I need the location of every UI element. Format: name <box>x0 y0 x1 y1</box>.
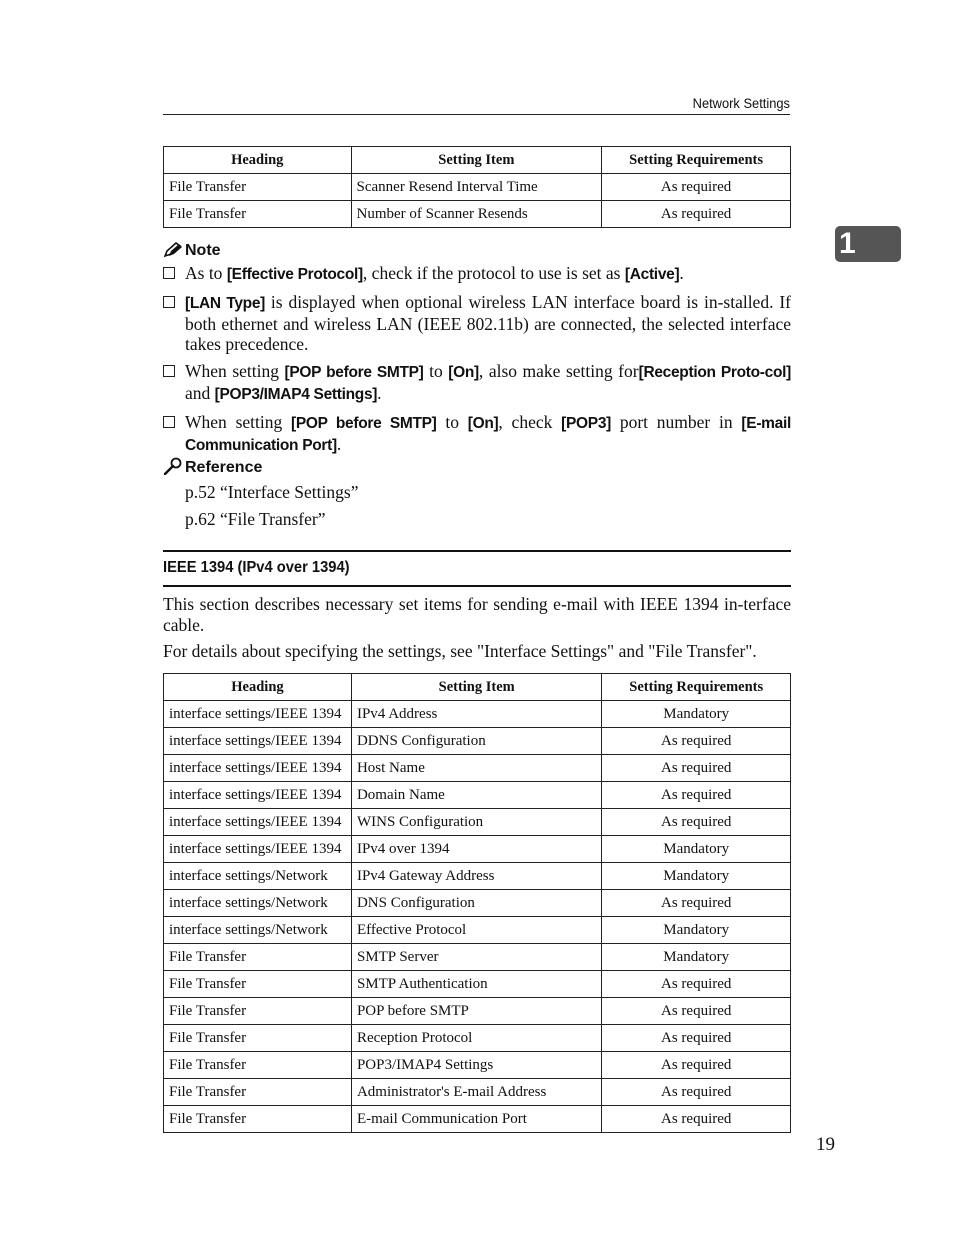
ui-key-label: [LAN Type] <box>185 295 266 312</box>
ui-key-label: [Reception Proto-col] <box>638 364 792 381</box>
cell-heading: interface settings/IEEE 1394 <box>164 728 352 755</box>
cell-requirement: As required <box>602 1052 791 1079</box>
table-row <box>164 971 791 998</box>
cell-requirement: Mandatory <box>602 944 791 971</box>
section-rule-top <box>163 550 791 552</box>
settings-table-file-transfer <box>163 146 791 228</box>
note-item <box>163 361 791 405</box>
table-row <box>164 836 791 863</box>
table-row <box>164 701 791 728</box>
cell-setting-item: Number of Scanner Resends <box>351 201 602 228</box>
column-header-setting-requirements: Setting Requirements <box>602 674 791 701</box>
ui-key-label: [POP3/IMAP4 Settings] <box>214 386 378 403</box>
cell-heading: interface settings/IEEE 1394 <box>164 782 352 809</box>
table-row <box>164 944 791 971</box>
note-text: port number in <box>611 412 742 432</box>
magnifier-icon <box>163 457 183 475</box>
ui-key-label: [POP before SMTP] <box>291 415 437 432</box>
column-header-heading: Heading <box>164 147 352 174</box>
note-text: . <box>377 383 382 403</box>
cell-heading: interface settings/IEEE 1394 <box>164 755 352 782</box>
cell-requirement: Mandatory <box>602 917 791 944</box>
note-text: , check if the protocol to use is set as <box>362 263 625 283</box>
cell-setting-item: IPv4 Gateway Address <box>351 863 601 890</box>
note-item <box>163 292 791 354</box>
cell-heading: interface settings/Network <box>164 890 352 917</box>
cell-heading: File Transfer <box>164 998 352 1025</box>
cell-heading: interface settings/IEEE 1394 <box>164 836 352 863</box>
ui-key-label: [Effective Protocol] <box>226 266 363 283</box>
cell-setting-item: DDNS Configuration <box>351 728 601 755</box>
checkbox-bullet-icon <box>163 416 175 428</box>
table-row <box>164 917 791 944</box>
table-row <box>164 890 791 917</box>
pencil-icon <box>163 242 183 258</box>
table-row <box>164 728 791 755</box>
cell-setting-item: E-mail Communication Port <box>351 1106 601 1133</box>
table-row <box>164 1052 791 1079</box>
table-row <box>164 863 791 890</box>
section-details-paragraph: For details about specifying the settings, see "Interface Settings" and "File Transfer". <box>163 641 757 661</box>
note-heading <box>163 240 221 262</box>
note-text: is displayed when optional wireless LAN interface board is in-stalled. If both ethernet and wireless LAN (IEEE 802.11b) are connected, the selected interface takes precedence. <box>185 292 791 354</box>
note-text: . <box>336 434 342 454</box>
table-row <box>164 174 791 201</box>
note-title: Note <box>185 242 221 259</box>
column-header-setting-item: Setting Item <box>351 674 601 701</box>
note-text: When setting <box>185 412 292 432</box>
note-text: , also make setting for <box>478 361 639 381</box>
checkbox-bullet-icon <box>163 365 175 377</box>
cell-heading: interface settings/Network <box>164 917 352 944</box>
table-header-row <box>164 674 791 701</box>
checkbox-bullet-icon <box>163 296 175 308</box>
ui-key-label: [On] <box>448 364 479 381</box>
column-header-setting-requirements: Setting Requirements <box>602 147 791 174</box>
cell-requirement: As required <box>602 971 791 998</box>
section-title: IEEE 1394 (IPv4 over 1394) <box>163 559 350 576</box>
table-row <box>164 998 791 1025</box>
cell-heading: File Transfer <box>164 944 352 971</box>
header-rule <box>163 114 790 115</box>
cell-requirement: Mandatory <box>602 701 791 728</box>
note-item <box>163 263 791 285</box>
cell-requirement: Mandatory <box>602 863 791 890</box>
cell-setting-item: WINS Configuration <box>351 809 601 836</box>
ui-key-label: [On] <box>467 415 499 432</box>
cell-setting-item: POP before SMTP <box>351 998 601 1025</box>
note-text: As to <box>185 263 227 283</box>
table-row <box>164 809 791 836</box>
page-number: 19 <box>816 1134 835 1155</box>
cell-setting-item: Effective Protocol <box>351 917 601 944</box>
cell-requirement: As required <box>602 1106 791 1133</box>
section-rule-bottom <box>163 585 791 587</box>
chapter-tab: 1 <box>835 226 901 262</box>
cell-heading: interface settings/IEEE 1394 <box>164 809 352 836</box>
cell-heading: interface settings/IEEE 1394 <box>164 701 352 728</box>
table-row <box>164 1106 791 1133</box>
table-row <box>164 201 791 228</box>
table-row <box>164 755 791 782</box>
cell-heading: interface settings/Network <box>164 863 352 890</box>
reference-title: Reference <box>185 459 263 476</box>
ui-key-label: [POP before SMTP] <box>284 364 424 381</box>
reference-heading <box>163 457 262 479</box>
table-row <box>164 1079 791 1106</box>
note-text: to <box>436 412 468 432</box>
column-header-setting-item: Setting Item <box>351 147 602 174</box>
cell-setting-item: Reception Protocol <box>351 1025 601 1052</box>
cell-requirement: As required <box>602 998 791 1025</box>
note-text: , check <box>498 412 562 432</box>
cell-heading: File Transfer <box>164 1106 352 1133</box>
note-list <box>163 263 791 463</box>
cell-requirement: As required <box>602 201 791 228</box>
cell-setting-item: IPv4 over 1394 <box>351 836 601 863</box>
cell-heading: File Transfer <box>164 1025 352 1052</box>
cell-heading: File Transfer <box>164 1052 352 1079</box>
ui-key-label: [Active] <box>624 266 680 283</box>
table-row <box>164 782 791 809</box>
note-text: to <box>423 361 449 381</box>
note-item <box>163 412 791 456</box>
section-intro-paragraph: This section describes necessary set items for sending e-mail with IEEE 1394 in-terface cable. <box>163 594 791 635</box>
cell-setting-item: DNS Configuration <box>351 890 601 917</box>
cell-setting-item: Host Name <box>351 755 601 782</box>
cell-setting-item: Scanner Resend Interval Time <box>351 174 602 201</box>
cell-requirement: As required <box>602 809 791 836</box>
note-text: When setting <box>185 361 285 381</box>
ui-key-label: [E-mail Communication Port] <box>185 415 791 454</box>
reference-link-file-transfer[interactable]: p.62 “File Transfer” <box>185 509 326 529</box>
cell-setting-item: Domain Name <box>351 782 601 809</box>
reference-link-interface-settings[interactable]: p.52 “Interface Settings” <box>185 482 359 502</box>
cell-requirement: As required <box>602 755 791 782</box>
cell-heading: File Transfer <box>164 1079 352 1106</box>
cell-setting-item: IPv4 Address <box>351 701 601 728</box>
cell-requirement: As required <box>602 1025 791 1052</box>
cell-heading: File Transfer <box>164 174 352 201</box>
cell-requirement: As required <box>602 728 791 755</box>
cell-setting-item: POP3/IMAP4 Settings <box>351 1052 601 1079</box>
checkbox-bullet-icon <box>163 267 175 279</box>
cell-requirement: As required <box>602 890 791 917</box>
note-text: and <box>185 383 215 403</box>
table-row <box>164 1025 791 1052</box>
column-header-heading: Heading <box>164 674 352 701</box>
settings-table-ieee1394 <box>163 673 791 1133</box>
cell-heading: File Transfer <box>164 971 352 998</box>
cell-requirement: As required <box>602 174 791 201</box>
cell-heading: File Transfer <box>164 201 352 228</box>
cell-setting-item: Administrator's E-mail Address <box>351 1079 601 1106</box>
cell-requirement: As required <box>602 782 791 809</box>
cell-setting-item: SMTP Server <box>351 944 601 971</box>
cell-setting-item: SMTP Authentication <box>351 971 601 998</box>
cell-requirement: As required <box>602 1079 791 1106</box>
running-header: Network Settings <box>692 95 790 111</box>
note-text: . <box>679 263 684 283</box>
ui-key-label: [POP3] <box>561 415 612 432</box>
cell-requirement: Mandatory <box>602 836 791 863</box>
table-header-row <box>164 147 791 174</box>
